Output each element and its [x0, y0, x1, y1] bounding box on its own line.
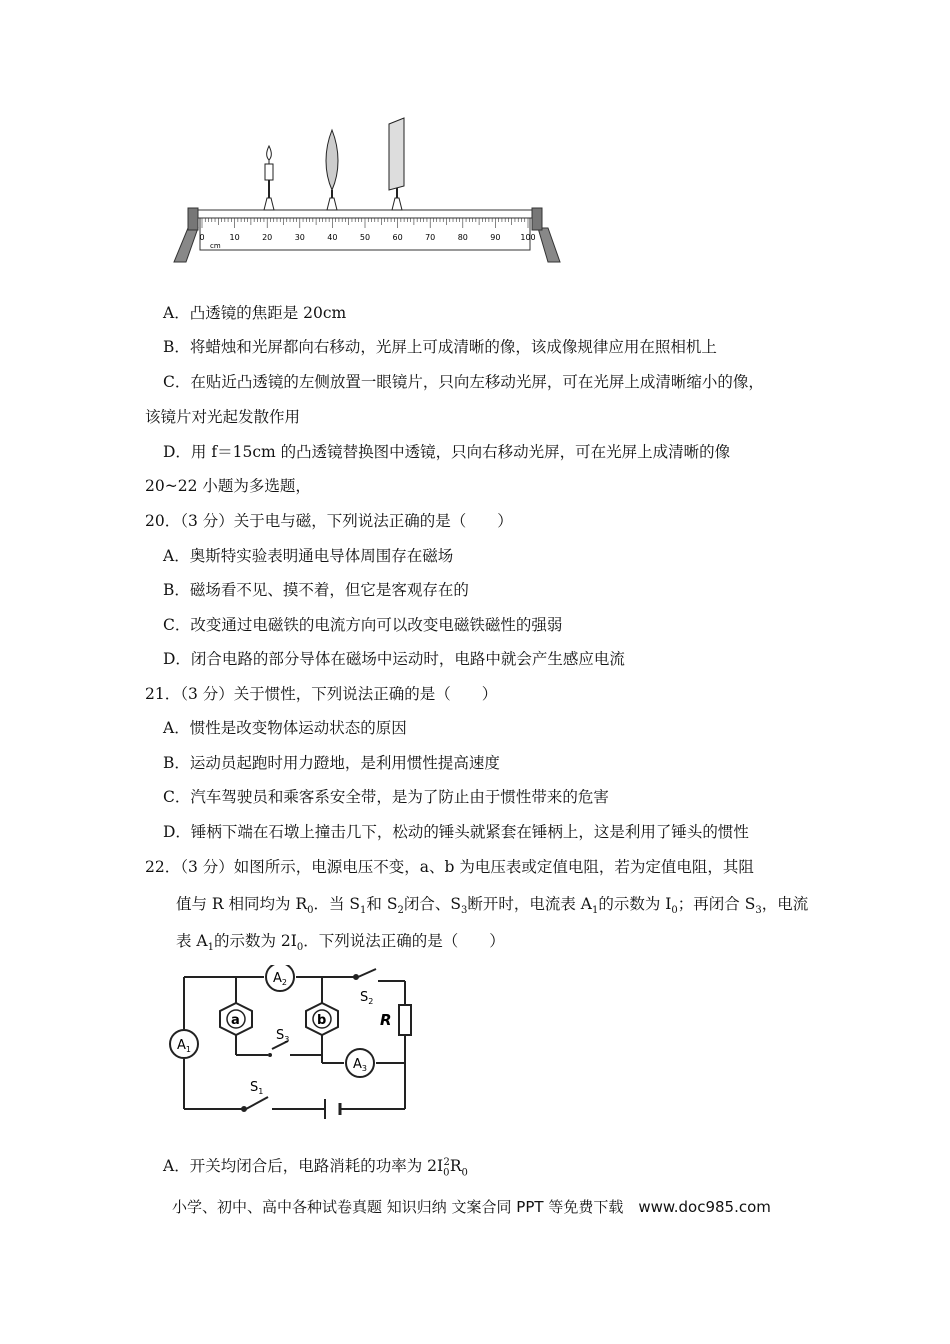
candle — [264, 146, 274, 210]
q20-option-a: A．奥斯特实验表明通电导体周围存在磁场 — [163, 547, 454, 565]
svg-text:a: a — [231, 1013, 240, 1028]
q21-option-d: D．锤柄下端在石墩上撞击几下，松动的锤头就紧套在锤柄上，这是利用了锤头的惯性 — [163, 823, 749, 841]
left-end-block — [188, 208, 198, 230]
rail — [198, 210, 532, 218]
q21-option-b: B．运动员起跑时用力蹬地，是利用惯性提高速度 — [163, 754, 500, 772]
q20-stem: 20．（3 分）关于电与磁，下列说法正确的是（ ） — [145, 512, 513, 530]
q19-option-c-continued: 该镜片对光起发散作用 — [145, 408, 301, 426]
footer-ad: 小学、初中、高中各种试卷真题 知识归纳 文案合同 PPT 等免费下载 www.doc985.com — [172, 1198, 771, 1216]
section-note: 20~22 小题为多选题， — [145, 477, 311, 495]
ruler-tick-label: 30 — [294, 233, 305, 242]
label-s2: $S_2$ — [360, 990, 374, 1006]
ruler-tick-label: 90 — [490, 233, 501, 242]
label-s3: $S_3$ — [276, 1028, 290, 1044]
ruler-tick-label: 80 — [457, 233, 468, 242]
light-screen — [389, 118, 404, 210]
ruler-tick-label: 50 — [359, 233, 371, 242]
q20-option-d: D．闭合电路的部分导体在磁场中运动时，电路中就会产生感应电流 — [163, 650, 625, 668]
q20-option-b: B．磁场看不见、摸不着，但它是客观存在的 — [163, 581, 469, 599]
svg-text:A2: $A_2$ — [273, 971, 287, 987]
q21-stem: 21．（3 分）关于惯性，下列说法正确的是（ ） — [145, 685, 498, 703]
q19-option-d: D．用 f＝15cm 的凸透镜替换图中透镜，只向右移动光屏，可在光屏上成清晰的像 — [163, 443, 731, 461]
right-leg — [538, 228, 560, 262]
label-r: R — [380, 1011, 392, 1029]
ruler-tick-label: 100 — [520, 233, 536, 242]
q19-option-b: B．将蜡烛和光屏都向右移动，光屏上可成清晰的像，该成像规律应用在照相机上 — [163, 338, 717, 356]
label-s1: $S_1$ — [250, 1080, 264, 1096]
ruler-tick-label: 20 — [262, 233, 273, 242]
q22-stem-line3: 表 $A_1$的示数为 $2I_0$．下列说法正确的是（ ） — [176, 932, 505, 954]
ruler-tick-label: 60 — [392, 233, 403, 242]
q22-stem-line2: 值与 R 相同均为 $R_0$．当 $S_1$和 $S_2$闭合、$S_3$断开时，电流表 $A_1$的示数为 $I_0$；再闭合 $S_3$，电流 — [176, 895, 809, 917]
convex-lens — [326, 130, 338, 210]
q21-option-a: A．惯性是改变物体运动状态的原因 — [163, 719, 407, 737]
ruler-unit: cm — [210, 242, 221, 250]
svg-text:A3: $A_3$ — [353, 1057, 367, 1073]
resistor-r — [399, 1005, 411, 1035]
svg-text:A1: $A_1$ — [177, 1038, 191, 1054]
ruler-tick-label: 10 — [229, 233, 240, 242]
ruler-tick-label: 40 — [327, 233, 338, 242]
q22-stem-line1: 22．（3 分）如图所示，电源电压不变，a、b 为电压表或定值电阻，若为定值电阻，其阻 — [145, 858, 754, 876]
left-leg — [174, 228, 198, 262]
circuit-diagram — [160, 965, 420, 1125]
q21-option-c: C．汽车驾驶员和乘客系安全带，是为了防止由于惯性带来的危害 — [163, 788, 609, 806]
ruler-tick-label: 0 — [199, 233, 205, 242]
svg-text:b: b — [317, 1013, 327, 1028]
q19-option-c: C．在贴近凸透镜的左侧放置一眼镜片，只向左移动光屏，可在光屏上成清晰缩小的像， — [163, 373, 764, 391]
q20-option-c: C．改变通过电磁铁的电流方向可以改变电磁铁磁性的强弱 — [163, 616, 563, 634]
right-end-block — [532, 208, 542, 230]
q22-option-a: A．开关均闭合后，电路消耗的功率为 $2I_0^2R_0$ — [163, 1157, 468, 1179]
q19-option-a: A．凸透镜的焦距是 20cm — [163, 304, 347, 322]
optical-bench-figure — [170, 110, 570, 270]
ruler-tick-label: 70 — [425, 233, 436, 242]
